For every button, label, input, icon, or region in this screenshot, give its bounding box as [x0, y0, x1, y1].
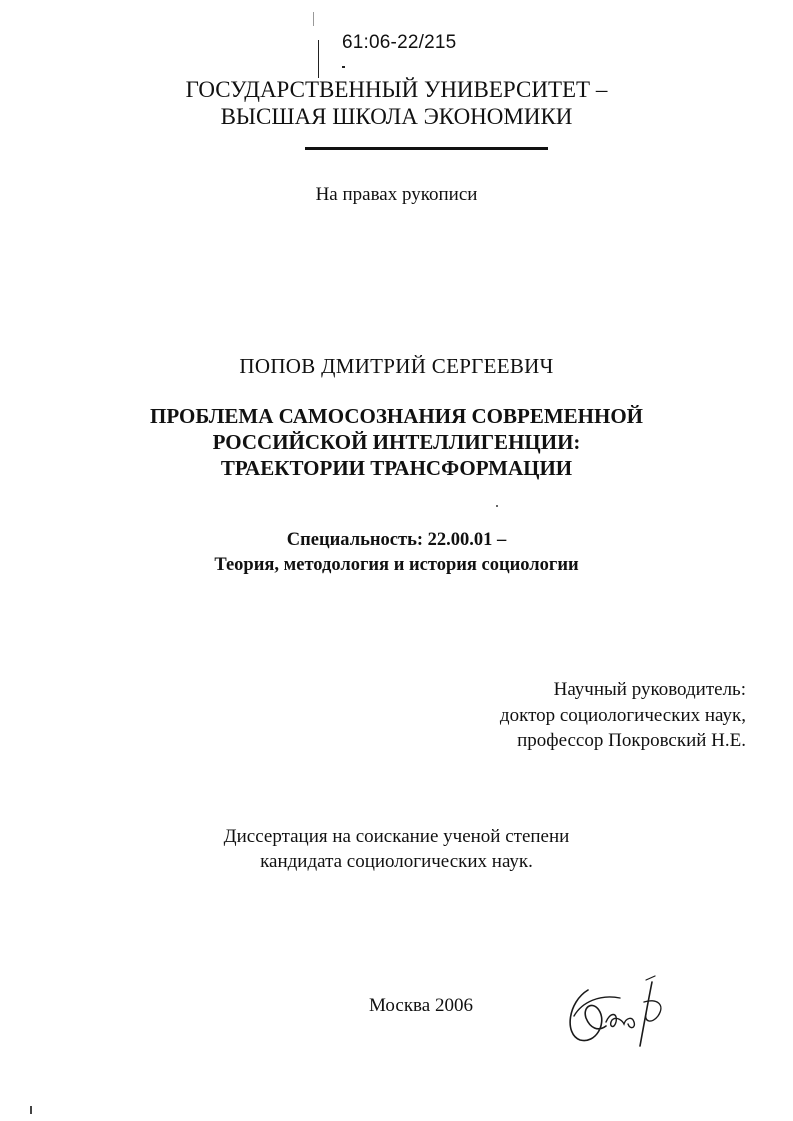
archive-code: 61:06-22/215 [342, 32, 457, 53]
city-year: Москва 2006 [369, 995, 473, 1016]
supervisor-degree: доктор социологических наук, [499, 705, 746, 726]
scan-artifact [496, 505, 498, 507]
thesis-title-line-1: ПРОБЛЕМА САМОСОЗНАНИЯ СОВРЕМЕННОЙ [150, 404, 643, 428]
supervisor-label: Научный руководитель: [553, 679, 746, 700]
scan-artifact [342, 66, 345, 68]
scan-artifact [313, 12, 314, 26]
scan-artifact [30, 1106, 32, 1114]
supervisor-name: профессор Покровский Н.Е. [517, 730, 746, 751]
specialty-name: Теория, методология и история социологии [214, 555, 579, 575]
scan-artifact [318, 40, 319, 78]
thesis-title-line-2: РОССИЙСКОЙ ИНТЕЛЛИГЕНЦИИ: [212, 430, 581, 454]
header-divider [305, 147, 548, 150]
thesis-title-line-3: ТРАЕКТОРИИ ТРАНСФОРМАЦИИ [220, 456, 573, 480]
manuscript-rights-note: На правах рукописи [315, 184, 478, 205]
specialty-code: Специальность: 22.00.01 – [286, 530, 507, 550]
author-name: ПОПОВ ДМИТРИЙ СЕРГЕЕВИЧ [239, 354, 554, 378]
handwritten-signature-icon [560, 972, 680, 1052]
university-name-line-2: ВЫСШАЯ ШКОЛА ЭКОНОМИКИ [220, 104, 573, 129]
dissertation-purpose-line-2: кандидата социологических наук. [260, 851, 533, 872]
university-name-line-1: ГОСУДАРСТВЕННЫЙ УНИВЕРСИТЕТ – [185, 77, 608, 102]
dissertation-purpose-line-1: Диссертация на соискание ученой степени [223, 826, 570, 847]
